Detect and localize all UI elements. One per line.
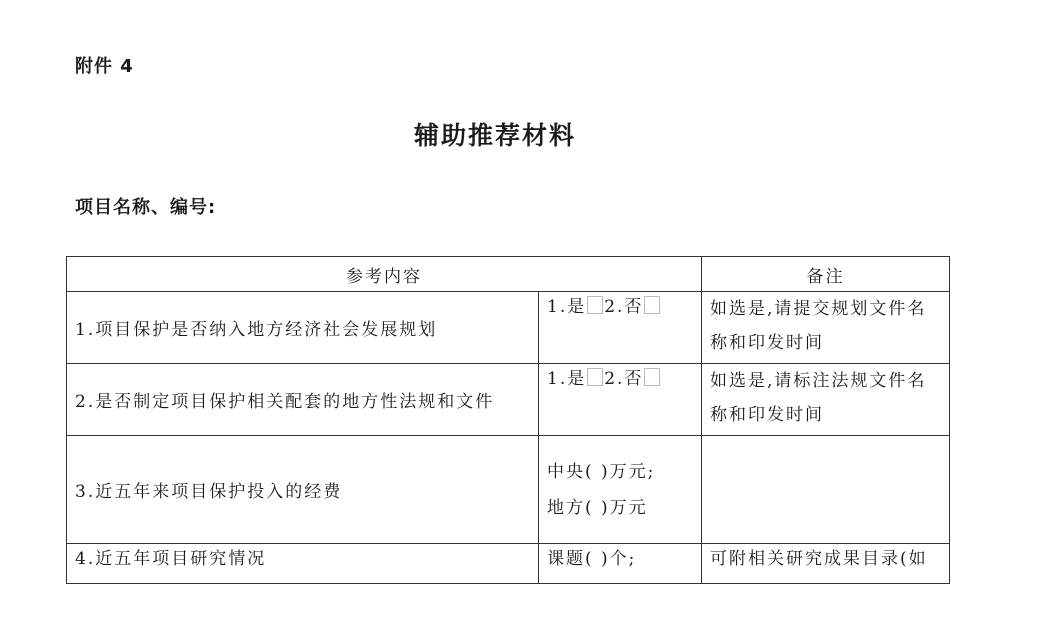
- funding-options: [539, 436, 702, 544]
- row-remark: 如选是,请提交规划文件名称和印发时间: [702, 292, 950, 364]
- row-remark: 可附相关研究成果目录(如: [702, 544, 950, 584]
- yes-option-label: 1.是: [547, 369, 587, 389]
- table-row: [67, 364, 950, 436]
- yes-checkbox[interactable]: [587, 296, 603, 314]
- row-content: 3.近五年来项目保护投入的经费: [67, 436, 539, 544]
- topic-count: 课题( )个;: [539, 544, 702, 584]
- table-row: [67, 436, 950, 544]
- remarks-column-header: 备注: [702, 257, 950, 292]
- row-content: 2.是否制定项目保护相关配套的地方性法规和文件: [67, 364, 539, 436]
- no-checkbox[interactable]: [644, 296, 660, 314]
- attachment-label: 附件 4: [75, 56, 134, 77]
- recommendation-table: [66, 256, 950, 584]
- row-content: 1.项目保护是否纳入地方经济社会发展规划: [67, 292, 539, 364]
- table-header-row: [67, 257, 950, 292]
- project-name-label: 项目名称、编号:: [75, 197, 217, 218]
- table-row: [67, 292, 950, 364]
- no-option-label: 2.否: [604, 369, 644, 389]
- yes-no-options: [539, 292, 702, 364]
- no-option-label: 2.否: [604, 297, 644, 317]
- reference-column-header: 参考内容: [67, 257, 702, 292]
- local-funding: 地方( )万元: [547, 497, 648, 518]
- central-funding: 中央( )万元;: [547, 461, 656, 482]
- yes-checkbox[interactable]: [587, 368, 603, 386]
- row-content: 4.近五年项目研究情况: [67, 544, 539, 584]
- document-title: 辅助推荐材料: [413, 121, 576, 150]
- row-remark: 如选是,请标注法规文件名称和印发时间: [702, 364, 950, 436]
- row-remark: [702, 436, 950, 544]
- no-checkbox[interactable]: [644, 368, 660, 386]
- table-row: [67, 544, 950, 584]
- yes-no-options: [539, 364, 702, 436]
- yes-option-label: 1.是: [547, 297, 587, 317]
